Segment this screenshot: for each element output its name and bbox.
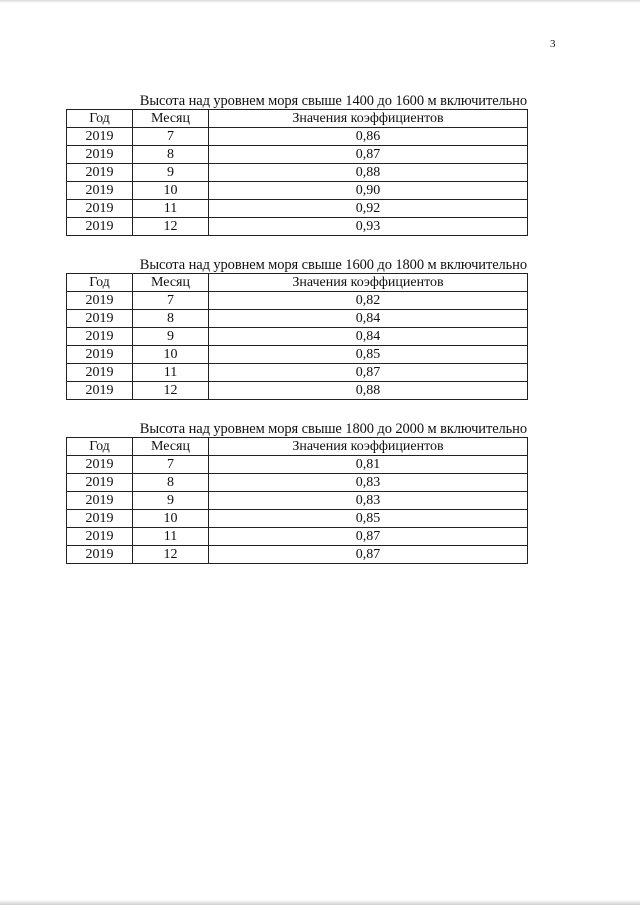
header-month: Месяц — [133, 110, 209, 128]
header-year: Год — [67, 110, 133, 128]
cell-year: 2019 — [67, 182, 133, 200]
cell-month: 11 — [133, 364, 209, 382]
cell-month: 7 — [133, 456, 209, 474]
cell-coefficient: 0,83 — [209, 492, 528, 510]
scan-edge-top — [0, 0, 640, 3]
cell-coefficient: 0,93 — [209, 218, 528, 236]
coefficients-table — [66, 109, 528, 236]
cell-coefficient: 0,84 — [209, 310, 528, 328]
table-row — [67, 364, 528, 382]
cell-year: 2019 — [67, 346, 133, 364]
cell-coefficient: 0,82 — [209, 292, 528, 310]
cell-month: 10 — [133, 346, 209, 364]
table-header-row — [67, 110, 528, 128]
header-coefficient: Значения коэффициентов — [209, 274, 528, 292]
section-title: Высота над уровнем моря свыше 1800 до 2000 м включительно — [139, 421, 527, 437]
section-1600-1800 — [66, 257, 527, 400]
cell-coefficient: 0,90 — [209, 182, 528, 200]
cell-coefficient: 0,87 — [209, 546, 528, 564]
cell-month: 8 — [133, 474, 209, 492]
cell-year: 2019 — [67, 456, 133, 474]
table-row — [67, 292, 528, 310]
cell-year: 2019 — [67, 164, 133, 182]
cell-year: 2019 — [67, 474, 133, 492]
cell-month: 9 — [133, 164, 209, 182]
cell-month: 7 — [133, 292, 209, 310]
table-row — [67, 528, 528, 546]
table-header-row — [67, 438, 528, 456]
table-row — [67, 492, 528, 510]
table-row — [67, 382, 528, 400]
coefficients-table — [66, 273, 528, 400]
table-header-row — [67, 274, 528, 292]
cell-year: 2019 — [67, 310, 133, 328]
table-row — [67, 328, 528, 346]
header-year: Год — [67, 438, 133, 456]
cell-month: 9 — [133, 328, 209, 346]
cell-year: 2019 — [67, 218, 133, 236]
table-row — [67, 146, 528, 164]
cell-year: 2019 — [67, 382, 133, 400]
section-1400-1600 — [66, 93, 527, 236]
cell-year: 2019 — [67, 292, 133, 310]
cell-coefficient: 0,81 — [209, 456, 528, 474]
cell-month: 10 — [133, 182, 209, 200]
table-row — [67, 200, 528, 218]
cell-year: 2019 — [67, 492, 133, 510]
cell-year: 2019 — [67, 328, 133, 346]
table-row — [67, 310, 528, 328]
table-row — [67, 546, 528, 564]
table-row — [67, 456, 528, 474]
cell-coefficient: 0,88 — [209, 164, 528, 182]
section-title: Высота над уровнем моря свыше 1600 до 1800 м включительно — [139, 257, 527, 273]
cell-coefficient: 0,87 — [209, 364, 528, 382]
cell-coefficient: 0,84 — [209, 328, 528, 346]
cell-coefficient: 0,92 — [209, 200, 528, 218]
cell-month: 9 — [133, 492, 209, 510]
cell-coefficient: 0,88 — [209, 382, 528, 400]
cell-coefficient: 0,83 — [209, 474, 528, 492]
section-title: Высота над уровнем моря свыше 1400 до 1600 м включительно — [139, 93, 527, 109]
table-row — [67, 128, 528, 146]
cell-year: 2019 — [67, 200, 133, 218]
header-year: Год — [67, 274, 133, 292]
table-row — [67, 182, 528, 200]
header-month: Месяц — [133, 274, 209, 292]
table-row — [67, 218, 528, 236]
cell-coefficient: 0,85 — [209, 346, 528, 364]
cell-month: 12 — [133, 218, 209, 236]
cell-month: 12 — [133, 546, 209, 564]
section-1800-2000 — [66, 421, 527, 564]
cell-coefficient: 0,85 — [209, 510, 528, 528]
table-row — [67, 474, 528, 492]
cell-month: 8 — [133, 146, 209, 164]
cell-year: 2019 — [67, 364, 133, 382]
cell-month: 11 — [133, 200, 209, 218]
table-row — [67, 510, 528, 528]
cell-year: 2019 — [67, 146, 133, 164]
cell-year: 2019 — [67, 128, 133, 146]
table-row — [67, 346, 528, 364]
cell-coefficient: 0,86 — [209, 128, 528, 146]
cell-month: 11 — [133, 528, 209, 546]
header-coefficient: Значения коэффициентов — [209, 110, 528, 128]
cell-month: 7 — [133, 128, 209, 146]
cell-coefficient: 0,87 — [209, 146, 528, 164]
cell-month: 12 — [133, 382, 209, 400]
cell-month: 8 — [133, 310, 209, 328]
scan-edge-bottom — [0, 900, 640, 905]
page-number: 3 — [550, 38, 556, 50]
cell-coefficient: 0,87 — [209, 528, 528, 546]
table-row — [67, 164, 528, 182]
header-coefficient: Значения коэффициентов — [209, 438, 528, 456]
coefficients-table — [66, 437, 528, 564]
cell-month: 10 — [133, 510, 209, 528]
cell-year: 2019 — [67, 528, 133, 546]
cell-year: 2019 — [67, 510, 133, 528]
header-month: Месяц — [133, 438, 209, 456]
cell-year: 2019 — [67, 546, 133, 564]
